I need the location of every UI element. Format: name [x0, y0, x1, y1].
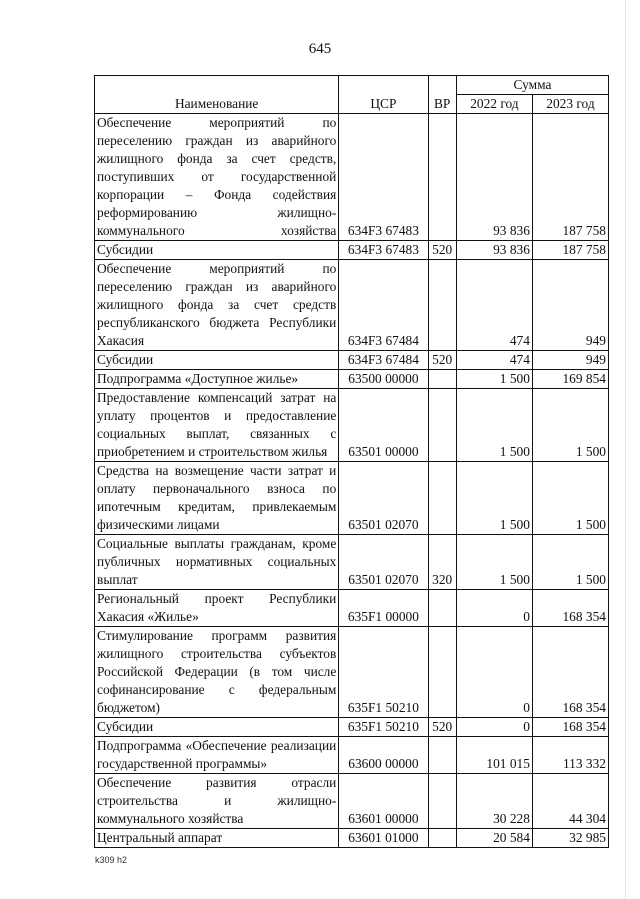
row-sum-2022: 101 015	[456, 737, 532, 774]
row-csr: 634F3 67483	[339, 241, 428, 260]
row-sum-2022: 1 500	[456, 389, 532, 462]
row-name: Центральный аппарат	[95, 829, 339, 848]
row-sum-2023: 1 500	[532, 389, 608, 462]
header-year-2023: 2023 год	[532, 95, 608, 114]
row-sum-2022: 0	[456, 627, 532, 718]
table-row	[95, 462, 609, 535]
row-sum-2023: 168 354	[532, 627, 608, 718]
row-csr: 635F1 50210	[339, 627, 428, 718]
row-vr: 520	[428, 718, 456, 737]
row-vr	[428, 370, 456, 389]
row-name: Обеспечение мероприятий по переселению граждан из аварийного жилищного фонда за счет средств, поступивших от государственной корпорации – Фонда содействия реформированию жилищно-коммунального хозяйства	[95, 114, 339, 241]
row-sum-2023: 187 758	[532, 241, 608, 260]
table-row	[95, 535, 609, 590]
row-vr	[428, 627, 456, 718]
row-name: Стимулирование программ развития жилищного строительства субъектов Российской Федерации (в том числе софинансирование с федеральным бюджетом)	[95, 627, 339, 718]
row-sum-2022: 0	[456, 590, 532, 627]
row-csr: 63501 02070	[339, 535, 428, 590]
row-sum-2022: 93 836	[456, 114, 532, 241]
row-sum-2023: 1 500	[532, 535, 608, 590]
row-name: Подпрограмма «Обеспечение реализации государственной программы»	[95, 737, 339, 774]
row-csr: 63601 00000	[339, 774, 428, 829]
row-sum-2022: 0	[456, 718, 532, 737]
row-name: Субсидии	[95, 718, 339, 737]
row-sum-2023: 168 354	[532, 590, 608, 627]
row-sum-2023: 187 758	[532, 114, 608, 241]
row-vr	[428, 114, 456, 241]
header-year-2022: 2022 год	[456, 95, 532, 114]
footer-code: k309 h2	[95, 855, 128, 865]
table-row	[95, 718, 609, 737]
budget-table	[94, 75, 609, 848]
row-sum-2023: 949	[532, 260, 608, 351]
scan-margin-line	[625, 0, 626, 899]
row-sum-2023: 44 304	[532, 774, 608, 829]
row-vr	[428, 462, 456, 535]
table-row	[95, 389, 609, 462]
row-csr: 635F1 00000	[339, 590, 428, 627]
row-sum-2023: 949	[532, 351, 608, 370]
row-csr: 634F3 67484	[339, 351, 428, 370]
row-vr	[428, 260, 456, 351]
row-name: Средства на возмещение части затрат и оплату первоначального взноса по ипотечным кредитам, привлекаемым физическими лицами	[95, 462, 339, 535]
row-sum-2022: 474	[456, 260, 532, 351]
row-name: Обеспечение мероприятий по переселению граждан из аварийного жилищного фонда за счет средств республиканского бюджета Республики Хакасия	[95, 260, 339, 351]
row-sum-2022: 1 500	[456, 535, 532, 590]
row-csr: 635F1 50210	[339, 718, 428, 737]
row-csr: 63500 00000	[339, 370, 428, 389]
row-csr: 63501 00000	[339, 389, 428, 462]
table-row	[95, 590, 609, 627]
table-row	[95, 260, 609, 351]
row-vr	[428, 737, 456, 774]
row-csr: 634F3 67484	[339, 260, 428, 351]
row-name: Субсидии	[95, 351, 339, 370]
row-vr	[428, 590, 456, 627]
table-row	[95, 829, 609, 848]
row-vr: 520	[428, 351, 456, 370]
page-number: 645	[308, 41, 332, 57]
header-csr: ЦСР	[339, 76, 428, 114]
row-sum-2022: 93 836	[456, 241, 532, 260]
row-sum-2022: 30 228	[456, 774, 532, 829]
row-name: Обеспечение развития отрасли строительства и жилищно-коммунального хозяйства	[95, 774, 339, 829]
table-row	[95, 737, 609, 774]
row-vr	[428, 829, 456, 848]
row-vr: 520	[428, 241, 456, 260]
row-csr: 63600 00000	[339, 737, 428, 774]
table-row	[95, 241, 609, 260]
row-sum-2022: 20 584	[456, 829, 532, 848]
row-name: Предоставление компенсаций затрат на уплату процентов и предоставление социальных выплат, связанных с приобретением и строительством жилья	[95, 389, 339, 462]
row-csr: 634F3 67483	[339, 114, 428, 241]
row-sum-2022: 1 500	[456, 462, 532, 535]
header-vr: ВР	[428, 76, 456, 114]
header-sum: Сумма	[456, 76, 608, 95]
row-csr: 63501 02070	[339, 462, 428, 535]
table-row	[95, 774, 609, 829]
row-sum-2023: 169 854	[532, 370, 608, 389]
row-vr	[428, 389, 456, 462]
row-name: Социальные выплаты гражданам, кроме публичных нормативных социальных выплат	[95, 535, 339, 590]
header-name: Наименование	[95, 76, 339, 114]
table-row	[95, 627, 609, 718]
row-sum-2023: 1 500	[532, 462, 608, 535]
row-name: Субсидии	[95, 241, 339, 260]
row-sum-2023: 113 332	[532, 737, 608, 774]
row-sum-2023: 32 985	[532, 829, 608, 848]
row-vr: 320	[428, 535, 456, 590]
row-name: Подпрограмма «Доступное жилье»	[95, 370, 339, 389]
row-sum-2023: 168 354	[532, 718, 608, 737]
table-row	[95, 114, 609, 241]
table-row	[95, 370, 609, 389]
row-sum-2022: 474	[456, 351, 532, 370]
row-vr	[428, 774, 456, 829]
table-row	[95, 351, 609, 370]
row-csr: 63601 01000	[339, 829, 428, 848]
row-name: Региональный проект Республики Хакасия «Жилье»	[95, 590, 339, 627]
row-sum-2022: 1 500	[456, 370, 532, 389]
